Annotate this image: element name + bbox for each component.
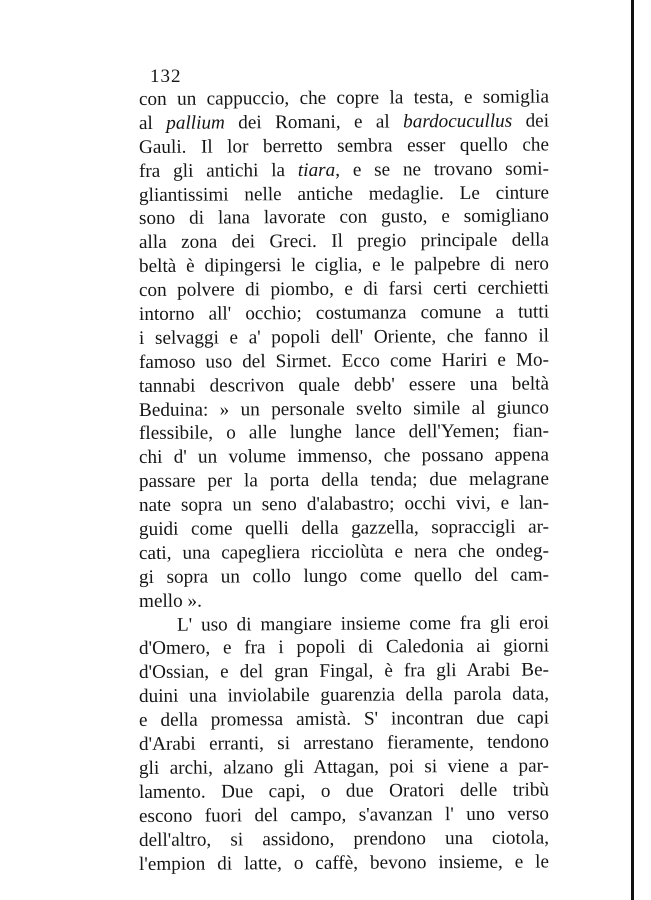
italic-term: tiara: [297, 159, 336, 181]
text-line: flessibile, o alle lunghe lance dell'Yemen; fian-: [138, 420, 550, 445]
text-line: gliantissimi nelle antiche medaglie. Le cinture: [138, 182, 550, 206]
text-line: alla zona dei Greci. Il pregio principale della: [138, 229, 550, 254]
text-line: gli archi, alzano gli Attagan, poi si viene a par-: [138, 755, 550, 779]
paragraph-start-line: L' uso di mangiare insieme come fra gli eroi: [176, 612, 550, 636]
text-line: e della promessa amistà. S' incontran due capi: [138, 707, 550, 732]
text-line: al pallium dei Romani, e al bardocucullus dei: [138, 110, 550, 134]
text-line: escono fuori del campo, s'avanzan l' uno verso: [138, 803, 550, 827]
text-line: dell'altro, si assidono, prendono una ciotola,: [138, 827, 550, 851]
text-line: l'empion di latte, o caffè, bevono insieme, e le: [138, 850, 550, 875]
text-line: tannabi descrivon quale debb' essere una beltà: [138, 373, 550, 397]
text-line: d'Omero, e fra i popoli di Caledonia ai giorni: [138, 635, 550, 660]
text-line: con un cappuccio, che copre la testa, e somiglia: [138, 86, 550, 110]
text-line: guidi come quelli della gazzella, sopraccigli ar-: [138, 516, 550, 541]
text-line: nate sopra un seno d'alabastro; occhi vivi, e lan-: [138, 492, 550, 517]
text-line: passare per la porta della tenda; due melagrane: [138, 468, 550, 493]
italic-term: bardocucullus: [403, 110, 513, 133]
text-line: lamento. Due capi, o due Oratori delle tribù: [138, 779, 550, 803]
text-line: chi d' un volume immenso, che possano appena: [138, 444, 550, 469]
text-line: d'Ossian, e del gran Fingal, è fra gli Arabi Be-: [138, 659, 550, 684]
text-line: Beduina: » un personale svelto simile al giunco: [138, 397, 550, 421]
body-text: [139, 88, 549, 876]
text-line: i selvaggi e a' popoli dell' Oriente, che fanno il: [138, 325, 550, 349]
page-edge-divider: [631, 0, 634, 900]
text-line: beltà è dipingersi le ciglia, e le palpebre di nero: [138, 253, 550, 278]
italic-term: pallium: [166, 112, 225, 134]
page-number: 132: [150, 66, 182, 87]
text-line: d'Arabi erranti, si arrestano fieramente, tendono: [138, 731, 550, 756]
text-line: duini una inviolabile guarenzia della parola data,: [138, 683, 550, 708]
text-line: fra gli antichi la tiara, e se ne trovano somi-: [138, 158, 550, 182]
text-line: mello ».: [138, 590, 202, 612]
text-line: Gauli. Il lor berretto sembra esser quello che: [138, 134, 550, 158]
text-line: sono di lana lavorate con gusto, e somigliano: [138, 205, 550, 230]
text-line: intorno all' occhio; costumanza comune a tutti: [138, 301, 550, 326]
text-line: cati, una capegliera ricciolùta e nera che ondeg-: [138, 540, 550, 564]
text-line: famoso uso del Sirmet. Ecco come Hariri e Mo-: [138, 349, 550, 373]
text-line: con polvere di piombo, e di farsi certi cerchietti: [138, 277, 550, 302]
text-line: gi sopra un collo lungo come quello del cam-: [138, 564, 550, 588]
